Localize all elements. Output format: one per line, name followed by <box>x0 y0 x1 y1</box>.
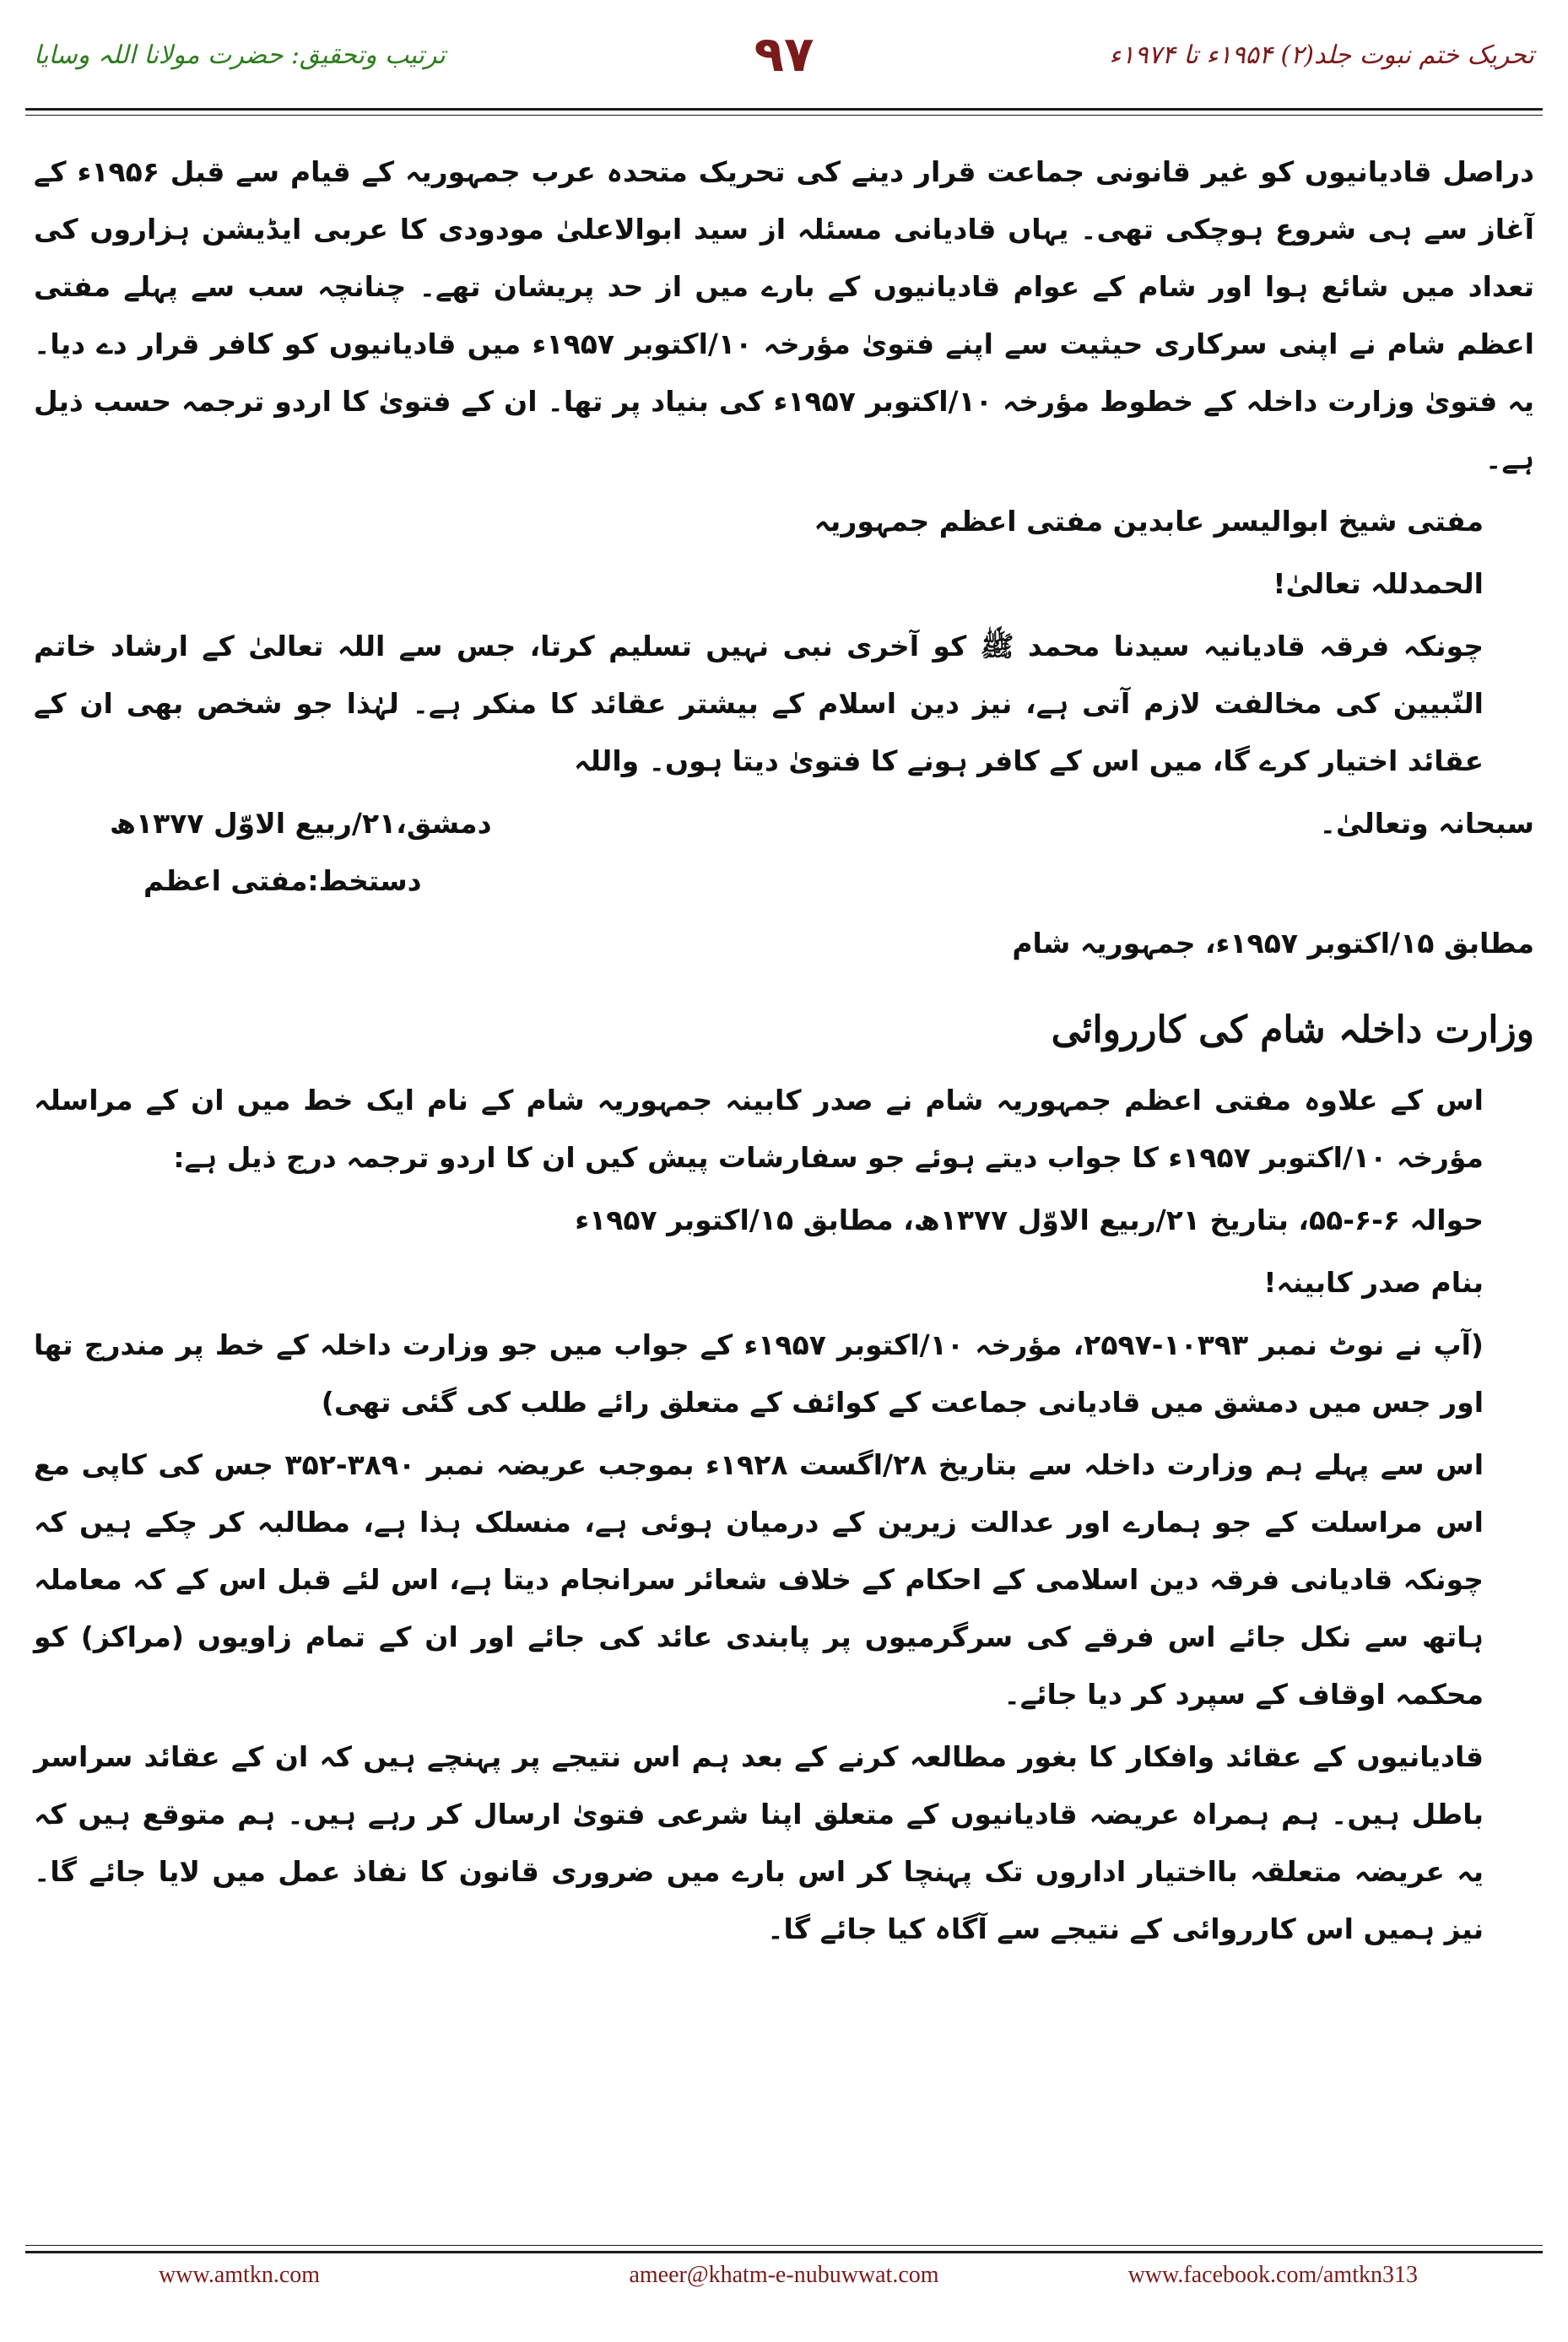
footer-rule-thin <box>25 2245 1543 2246</box>
page-number: ۹۷ <box>754 25 814 83</box>
intro-paragraph: دراصل قادیانیوں کو غیر قانونی جماعت قرار دینے کی تحریک متحدہ عرب جمہوریہ کے قیام سے قبل ۱۹۵۶ء کے آغاز سے ہی شروع ہوچکی تھی۔ یہاں قادیانی مسئلہ از سید ابوالاعلیٰ مودودی کا عربی ایڈیشن ہزاروں کی تعداد میں شائع ہوا اور شام کے عوام قادیانیوں کے بارے میں از حد پریشان تھے۔ چنانچہ سب سے پہلے مفتی اعظم شام نے اپنی سرکاری حیثیت سے اپنے فتویٰ مؤرخہ ۱۰/اکتوبر ۱۹۵۷ء میں قادیانیوں کو کافر قرار دے دیا۔ یہ فتویٰ وزارت داخلہ کے خطوط مؤرخہ ۱۰/اکتوبر ۱۹۵۷ء کی بنیاد پر تھا۔ ان کے فتویٰ کا اردو ترجمہ حسب ذیل ہے۔ <box>34 155 1534 475</box>
footer-rule <box>25 2251 1543 2253</box>
gregorian-date-line: مطابق ۱۵/اکتوبر ۱۹۵۷ء، جمہوریہ شام <box>1012 927 1534 960</box>
compiler-credit: ترتیب وتحقیق: حضرت مولانا اللہ وسایا <box>34 41 446 70</box>
page-header <box>34 25 1534 101</box>
section-heading: وزارت داخلہ شام کی کارروائی <box>1051 1009 1534 1052</box>
signature-line: دستخط:مفتی اعظم <box>143 864 422 897</box>
recommendation-intro: اس کے علاوہ مفتی اعظم جمہوریہ شام نے صدر کابینہ جمہوریہ شام کے نام ایک خط میں ان کے مراسلہ مؤرخہ ۱۰/اکتوبر ۱۹۵۷ء کا جواب دیتے ہوئے جو سفارشات پیش کیں ان کا اردو ترجمہ درج ذیل ہے: <box>34 1084 1484 1174</box>
page-content <box>34 143 1534 1963</box>
header-rule <box>25 108 1543 111</box>
footer-facebook-link[interactable]: www.facebook.com/amtkn313 <box>1127 2262 1418 2288</box>
footer-website-link[interactable]: www.amtkn.com <box>159 2262 321 2288</box>
fatwa-paragraph: چونکہ فرقہ قادیانیہ سیدنا محمد ﷺ کو آخری نبی نہیں تسلیم کرتا، جس سے اللہ تعالیٰ کے ارشاد خاتم النّبیین کی مخالفت لازم آتی ہے، نیز دین اسلام کے بیشتر عقائد کا منکر ہے۔ لہٰذا جو شخص بھی ان کے عقائد اختیار کرے گا، میں اس کے کافر ہونے کا فتویٰ دیتا ہوں۔ واللہ <box>34 630 1484 777</box>
fatwa-hijri-date: دمشق،۲۱/ربیع الاوّل ۱۳۷۷ھ <box>110 807 492 840</box>
previous-request-paragraph: اس سے پہلے ہم وزارت داخلہ سے بتاریخ ۲۸/اگست ۱۹۲۸ء بموجب عریضہ نمبر ۳۸۹۰-۳۵۲ جس کی کاپی مع اس مراسلت کے جو ہمارے اور عدالت زیرین کے درمیان ہوئی ہے، منسلک ہذا ہے، مطالبہ کر چکے ہیں کہ چونکہ قادیانی فرقہ دین اسلامی کے احکام کے خلاف شعائر سرانجام دیتا ہے، اس لئے قبل اس کے کہ معاملہ ہاتھ سے نکل جائے اس فرقے کی سرگرمیوں پر پابندی عائد کی جائے اور ان کے تمام زاویوں (مراکز) کو محکمہ اوقاف کے سپرد کر دیا جائے۔ <box>34 1448 1484 1711</box>
book-title: تحریک ختم نبوت جلد(۲) ۱۹۵۴ء تا ۱۹۷۴ء <box>1109 41 1534 70</box>
mufti-title: مفتی شیخ ابوالیسر عابدین مفتی اعظم جمہوریہ <box>814 505 1484 538</box>
footer-email-link[interactable]: ameer@khatm-e-nubuwwat.com <box>629 2262 939 2288</box>
fatwa-closing: سبحانہ وتعالیٰ۔ <box>1319 807 1534 840</box>
page-footer <box>0 2262 1568 2304</box>
header-rule-thin <box>25 115 1543 116</box>
conclusion-paragraph: قادیانیوں کے عقائد وافکار کا بغور مطالعہ کرنے کے بعد ہم اس نتیجے پر پہنچے ہیں کہ ان کے عقائد سراسر باطل ہیں۔ ہم ہمراہ عریضہ قادیانیوں کے متعلق اپنا شرعی فتویٰ ارسال کر رہے ہیں۔ ہم متوقع ہیں کہ یہ عریضہ متعلقہ بااختیار اداروں تک پہنچا کر اس بارے میں ضروری قانون کا نفاذ عمل میں لایا جائے گا۔ نیز ہمیں اس کارروائی کے نتیجے سے آگاہ کیا جائے گا۔ <box>34 1740 1484 1945</box>
hamd-line: الحمدللہ تعالیٰ! <box>1273 567 1484 600</box>
addressee-line: بنام صدر کابینہ! <box>1263 1266 1484 1299</box>
fatwa-closing-row <box>34 795 1534 852</box>
reference-line: حوالہ ۶-۶-۵۵، بتاریخ ۲۱/ربیع الاوّل ۱۳۷۷ھ، مطابق ۱۵/اکتوبر ۱۹۵۷ء <box>575 1203 1484 1236</box>
note-paragraph: (آپ نے نوٹ نمبر ۱۰۳۹۳-۲۵۹۷، مؤرخہ ۱۰/اکتوبر ۱۹۵۷ء کے جواب میں جو وزارت داخلہ کے خط پر مندرج تھا اور جس میں دمشق میں قادیانی جماعت کے کوائف کے متعلق رائے طلب کی گئی تھی) <box>34 1328 1484 1419</box>
